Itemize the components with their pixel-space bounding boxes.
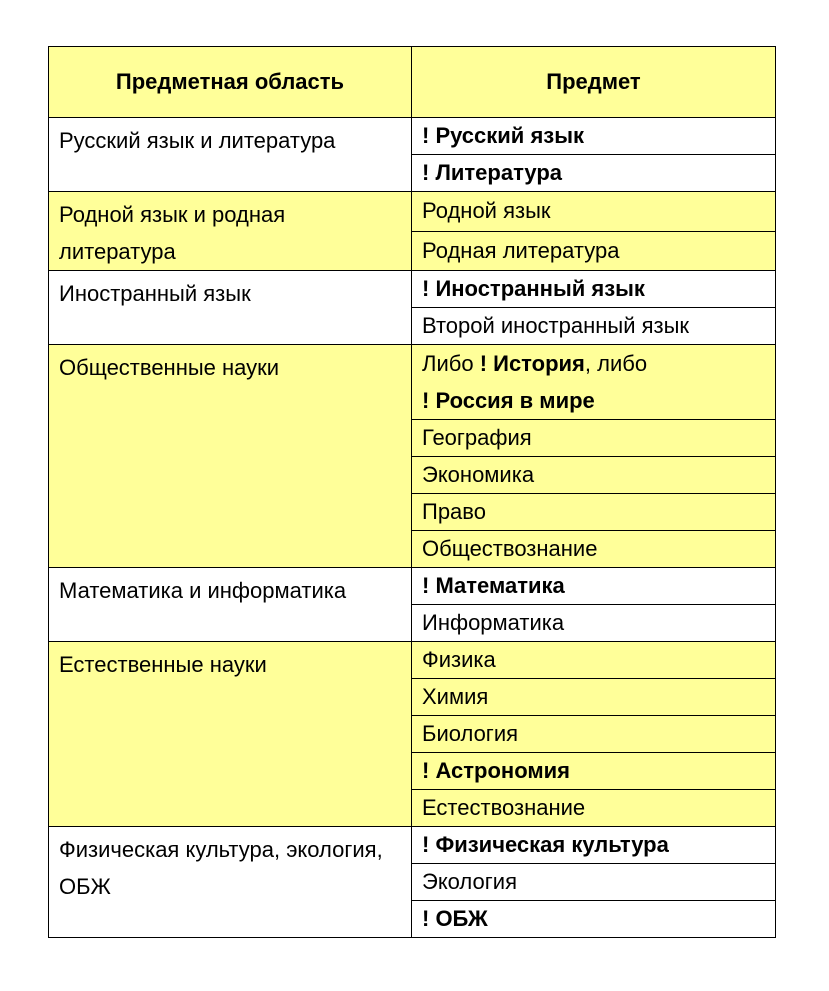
subject-cell: Химия [412,679,776,716]
table-row [49,568,776,605]
subject-cell: ! Астрономия [412,753,776,790]
subject-cell: Естествознание [412,790,776,827]
subject-cell: Право [412,494,776,531]
header-subject: Предмет [412,47,776,118]
subject-cell: Экология [412,864,776,901]
subject-area-cell: Общественные науки [49,345,412,568]
subject-cell: Экономика [412,457,776,494]
header-row [49,47,776,118]
subject-cell: ! Иностранный язык [412,271,776,308]
subject-cell-history [412,345,776,420]
subject-cell: ! Математика [412,568,776,605]
table-row [49,192,776,232]
subject-cell: ! ОБЖ [412,901,776,938]
subject-cell: ! Русский язык [412,118,776,155]
subject-cell: Обществознание [412,531,776,568]
history-prefix: Либо [422,351,480,376]
subject-area-cell: Русский язык и литература [49,118,412,192]
table-row [49,271,776,308]
table-row [49,345,776,420]
subject-cell: Физика [412,642,776,679]
subjects-table [48,46,776,938]
subject-area-cell: Естественные науки [49,642,412,827]
subject-cell: Второй иностранный язык [412,308,776,345]
subject-area-cell: Физическая культура, экология, ОБЖ [49,827,412,938]
table-row [49,118,776,155]
history-bold: ! История [479,351,585,376]
subject-cell: ! Литература [412,155,776,192]
subject-cell: Родной язык [412,192,776,232]
subject-cell: Родная литература [412,231,776,271]
history-suffix: , либо [584,351,648,376]
table-row [49,827,776,864]
subject-area-cell: Родной язык и родная литература [49,192,412,271]
subject-area-cell: Математика и информатика [49,568,412,642]
subject-area-cell: Иностранный язык [49,271,412,345]
table-row [49,642,776,679]
header-subject-area: Предметная область [49,47,412,118]
subject-cell: Информатика [412,605,776,642]
subject-cell: География [412,420,776,457]
subject-cell: ! Физическая культура [412,827,776,864]
russia-in-world: ! Россия в мире [422,388,595,413]
subject-cell: Биология [412,716,776,753]
subjects-table-container [48,46,775,938]
